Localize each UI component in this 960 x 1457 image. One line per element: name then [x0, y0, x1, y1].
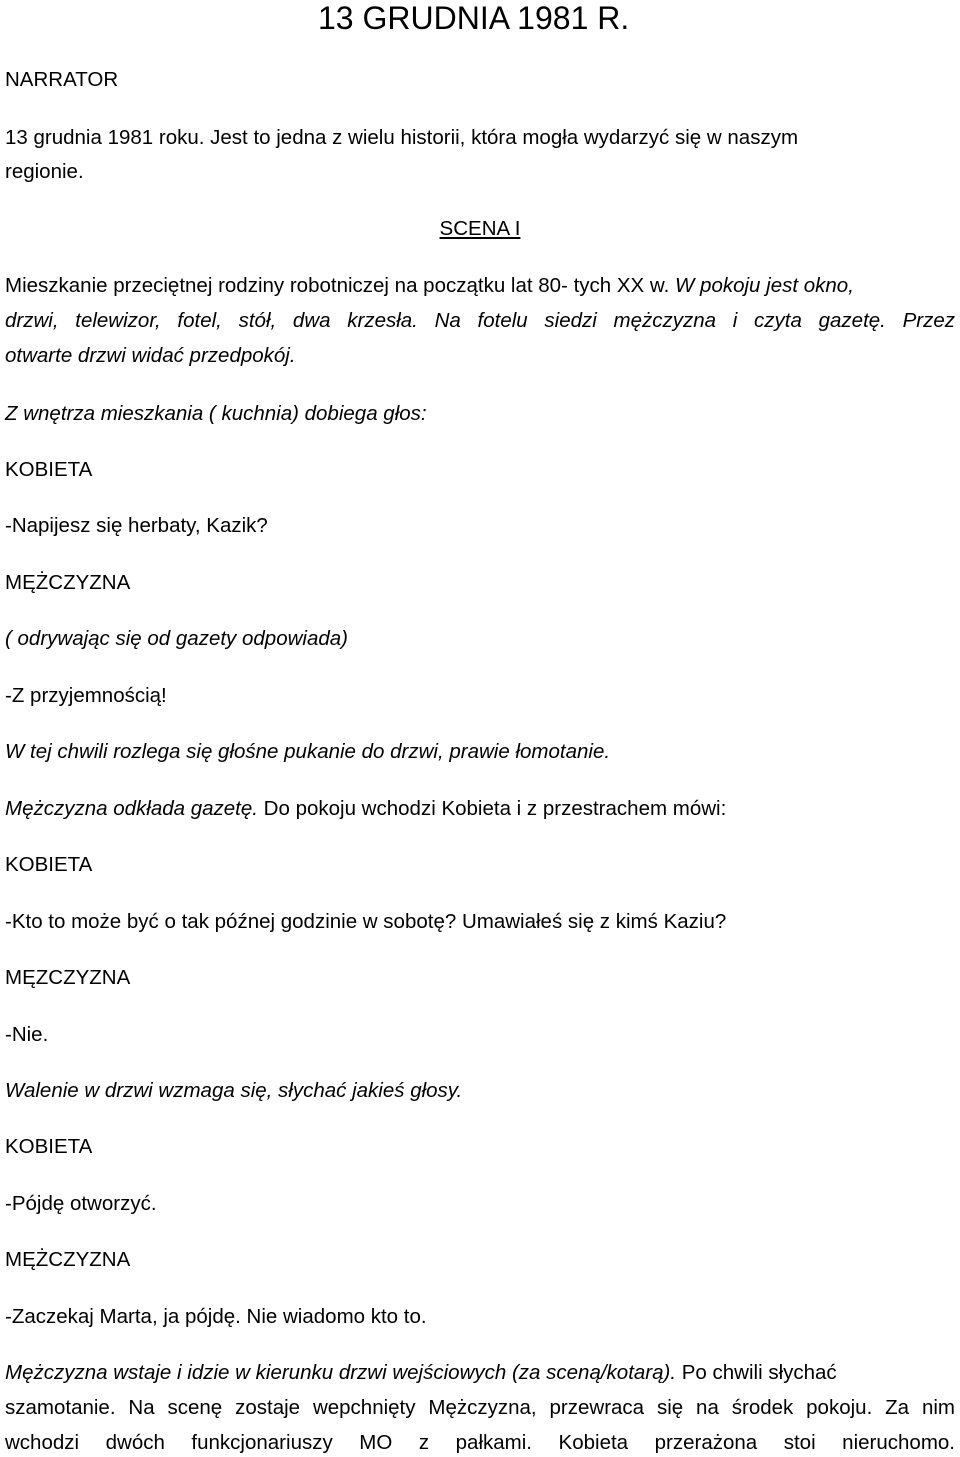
- stage-direction-part-b: Do pokoju wchodzi Kobieta i z przestrachem mówi:: [257, 797, 727, 820]
- stage-direction-mixed: [5, 795, 726, 823]
- setting-line-1-part-b: W pokoju jest okno,: [669, 274, 854, 297]
- setting-line-1-part-a: Mieszkanie przeciętnej rodziny robotniczej na początku lat 80- tych XX w.: [5, 274, 670, 297]
- speaker-label-narrator: NARRATOR: [5, 68, 119, 91]
- scene-heading: SCENA I: [439, 217, 521, 240]
- dialogue-line: -Nie.: [5, 1023, 49, 1046]
- speaker-label-mezczyzna: MĘŻCZYZNA: [5, 1248, 131, 1271]
- document-title: 13 GRUDNIA 1981 R.: [318, 0, 630, 36]
- dialogue-line: -Kto to może być o tak późnej godzinie w sobotę? Umawiałeś się z kimś Kaziu?: [5, 910, 727, 933]
- final-stage-line-1-part-a: Mężczyzna wstaje i idzie w kierunku drzwi wejściowych (za sceną/kotarą).: [5, 1361, 677, 1384]
- speaker-label-kobieta: KOBIETA: [5, 1135, 93, 1158]
- setting-line-1: [5, 272, 854, 300]
- dialogue-line: -Zaczekaj Marta, ja pójdę. Nie wiadomo kto to.: [5, 1305, 427, 1328]
- speaker-label-kobieta: KOBIETA: [5, 853, 93, 876]
- final-stage-line-1: [5, 1359, 837, 1387]
- intro-line-2: regionie.: [5, 160, 84, 183]
- final-stage-line-3: wchodzi dwóch funkcjonariuszy MO z pałkami. Kobieta przerażona stoi nieruchomo.: [5, 1431, 955, 1454]
- stage-direction: Walenie w drzwi wzmaga się, słychać jakieś głosy.: [5, 1079, 463, 1102]
- stage-direction: ( odrywając się od gazety odpowiada): [5, 627, 348, 650]
- speaker-label-kobieta: KOBIETA: [5, 458, 93, 481]
- speaker-label-mezczyzna: MĘZCZYZNA: [5, 966, 131, 989]
- intro-line-1: 13 grudnia 1981 roku. Jest to jedna z wielu historii, która mogła wydarzyć się w naszym: [5, 126, 799, 149]
- stage-direction-part-a: Mężczyzna odkłada gazetę.: [5, 797, 258, 820]
- stage-direction: W tej chwili rozlega się głośne pukanie do drzwi, prawie łomotanie.: [5, 740, 611, 763]
- final-stage-line-1-part-b: Po chwili słychać: [676, 1361, 837, 1384]
- dialogue-line: -Napijesz się herbaty, Kazik?: [5, 514, 268, 537]
- final-stage-line-2: szamotanie. Na scenę zostaje wepchnięty Mężczyzna, przewraca się na środek pokoju. Za nim: [5, 1396, 955, 1419]
- stage-direction-voice: Z wnętrza mieszkania ( kuchnia) dobiega głos:: [5, 402, 427, 425]
- dialogue-line: -Z przyjemnością!: [5, 684, 167, 707]
- setting-line-2: drzwi, telewizor, fotel, stół, dwa krzesła. Na fotelu siedzi mężczyzna i czyta gazetę. Przez: [5, 309, 955, 332]
- speaker-label-mezczyzna: MĘŻCZYZNA: [5, 571, 131, 594]
- dialogue-line: -Pójdę otworzyć.: [5, 1192, 157, 1215]
- setting-line-3: otwarte drzwi widać przedpokój.: [5, 344, 296, 367]
